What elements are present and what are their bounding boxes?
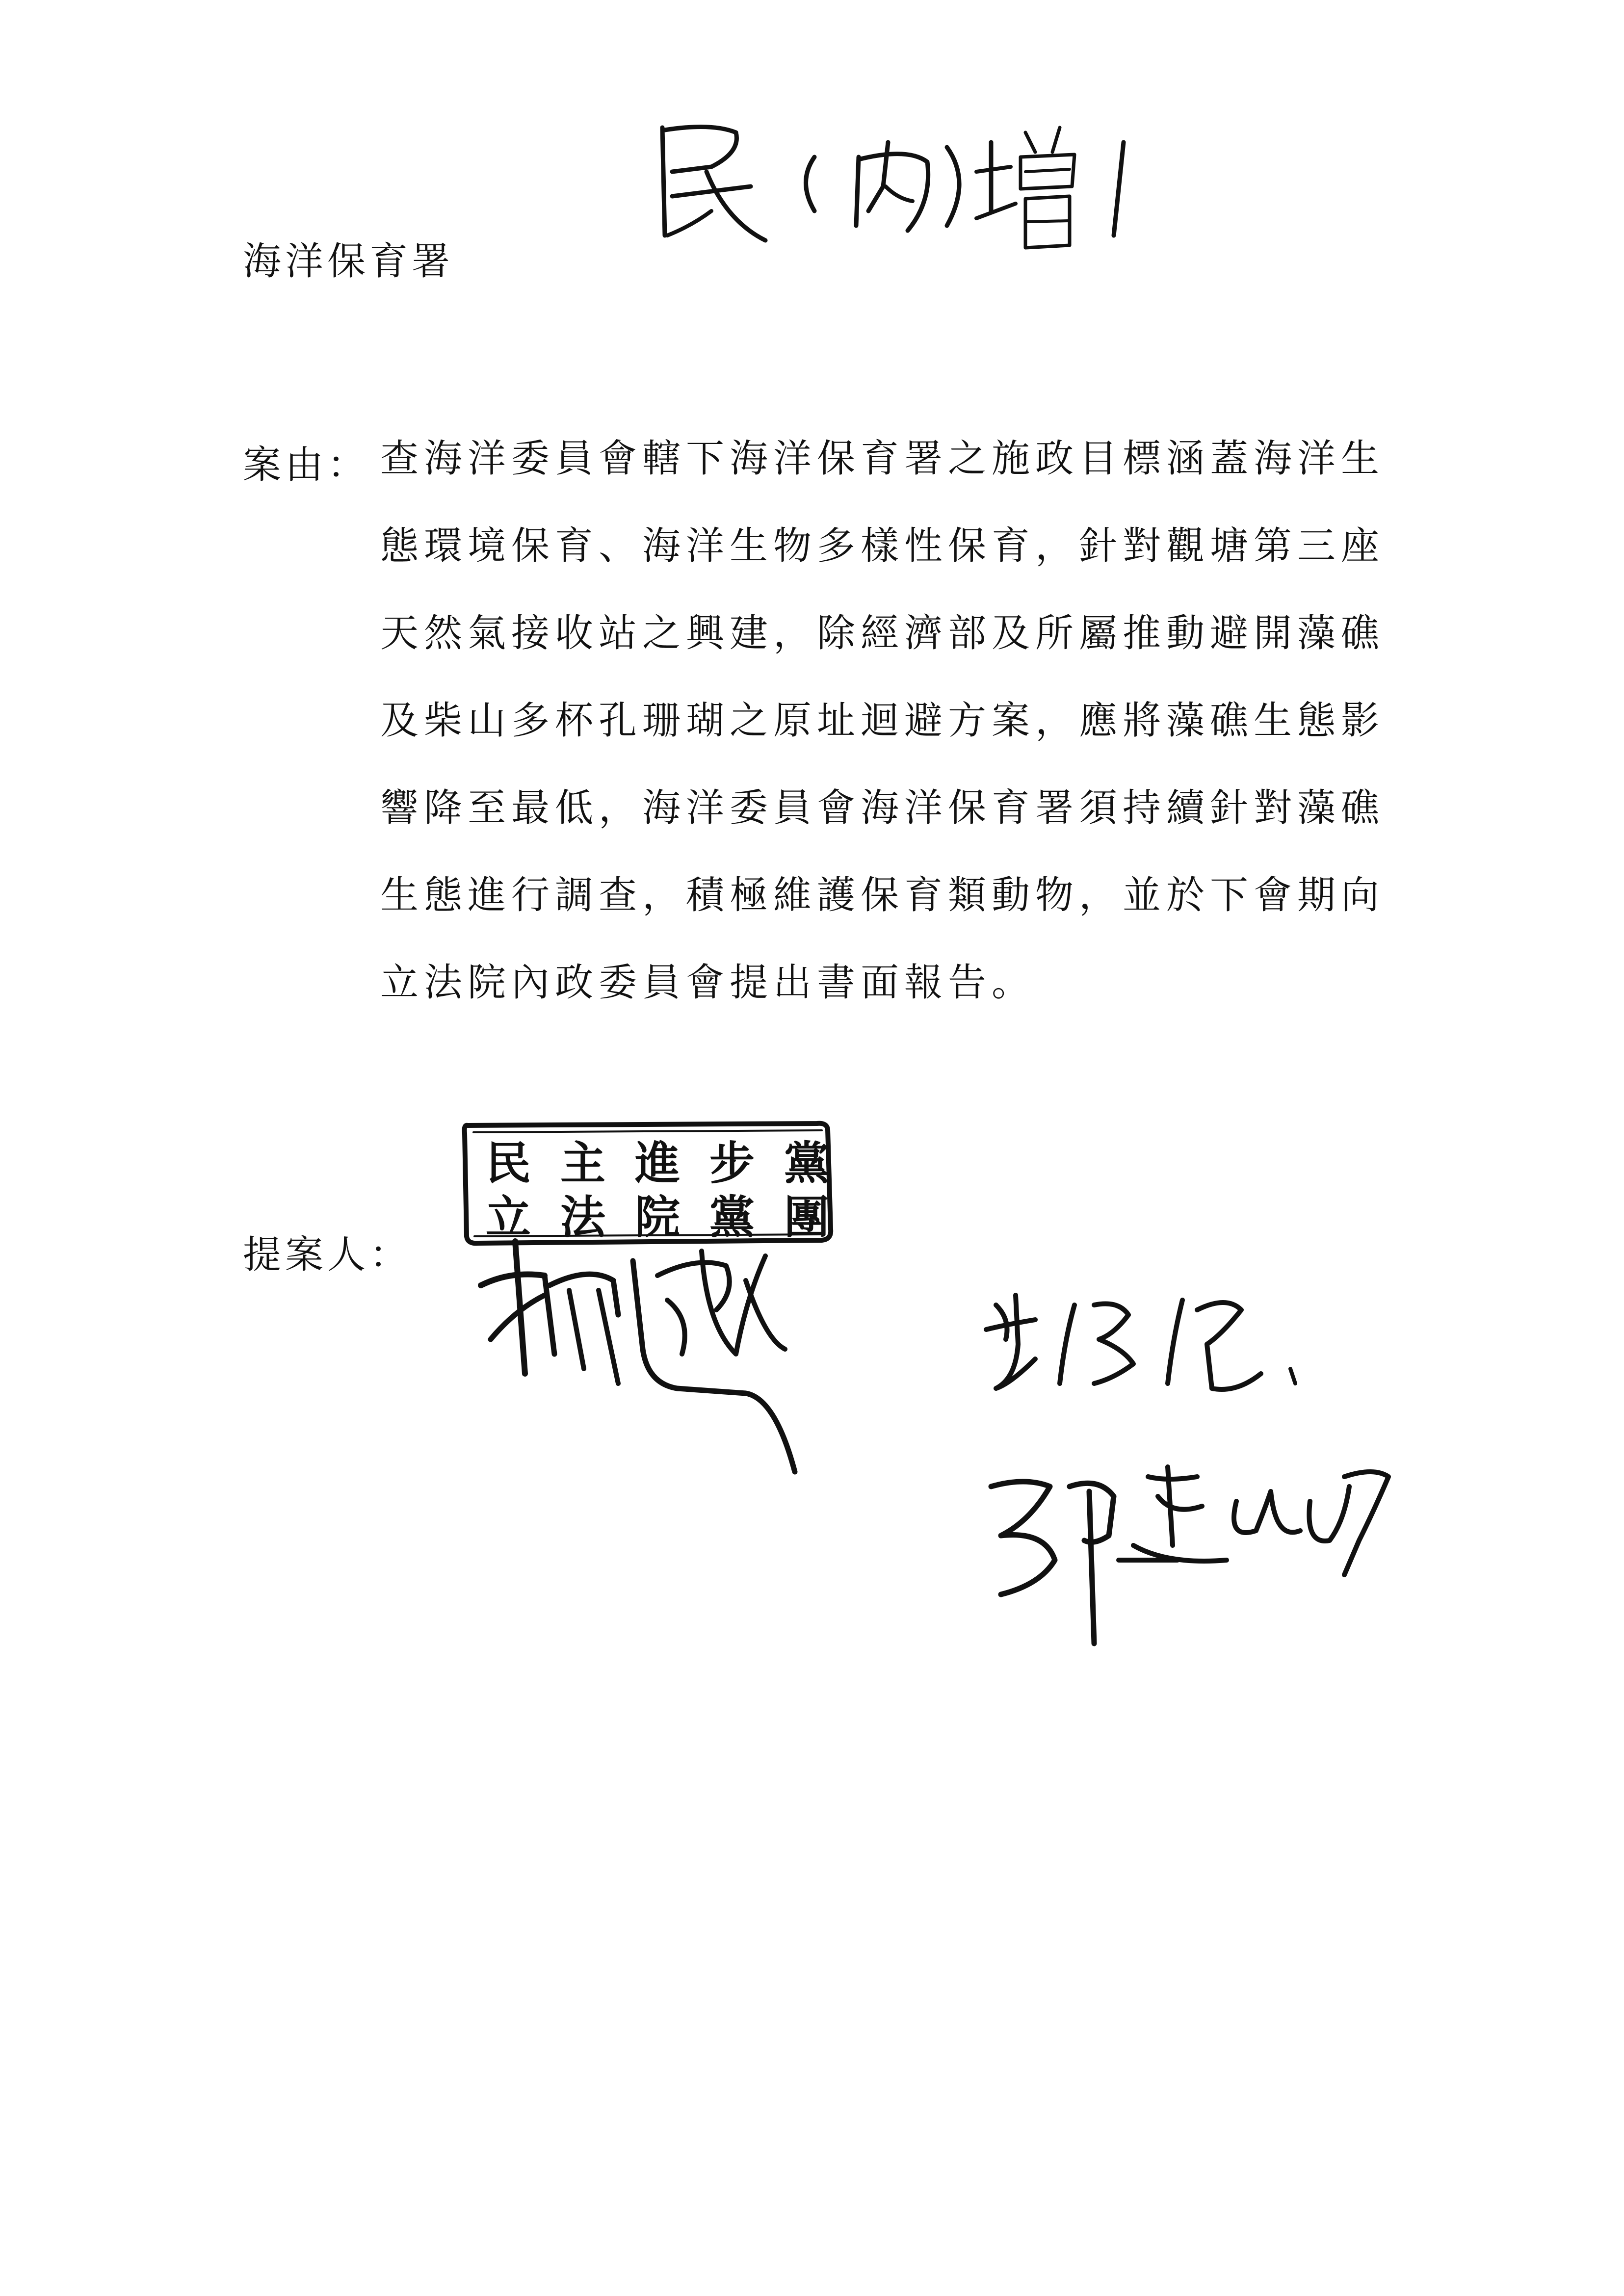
signature-1 — [471, 1226, 864, 1501]
case-reason-label: 案由： — [243, 443, 370, 487]
reason-line: 查海洋委員會轄下海洋保育署之施政目標涵蓋海洋生 — [380, 437, 1385, 481]
addressee-agency: 海洋保育署 — [243, 239, 454, 284]
proposer-label: 提案人： — [243, 1233, 412, 1277]
reason-line: 生態進行調查，積極維護保育類動物，並於下會期向 — [380, 873, 1385, 917]
signature-2 — [976, 1285, 1310, 1408]
reason-line: 態環境保育、海洋生物多樣性保育，針對觀塘第三座 — [380, 524, 1385, 568]
reason-line: 立法院內政委員會提出書面報告。 — [380, 961, 1036, 1005]
reason-line: 天然氣接收站之興建，除經濟部及所屬推動避開藻礁 — [380, 611, 1385, 655]
stamp-line-1: 民主進步黨 — [486, 1137, 859, 1190]
reason-line: 響降至最低，海洋委員會海洋保育署須持續針對藻礁 — [380, 786, 1385, 830]
signature-3 — [971, 1447, 1413, 1653]
stamp-line-2: 立法院黨團 — [486, 1191, 859, 1244]
handwritten-case-number — [653, 113, 1168, 260]
case-reason-text — [380, 434, 1430, 1045]
reason-line: 及柴山多杯孔珊瑚之原址迴避方案，應將藻礁生態影 — [380, 699, 1385, 743]
